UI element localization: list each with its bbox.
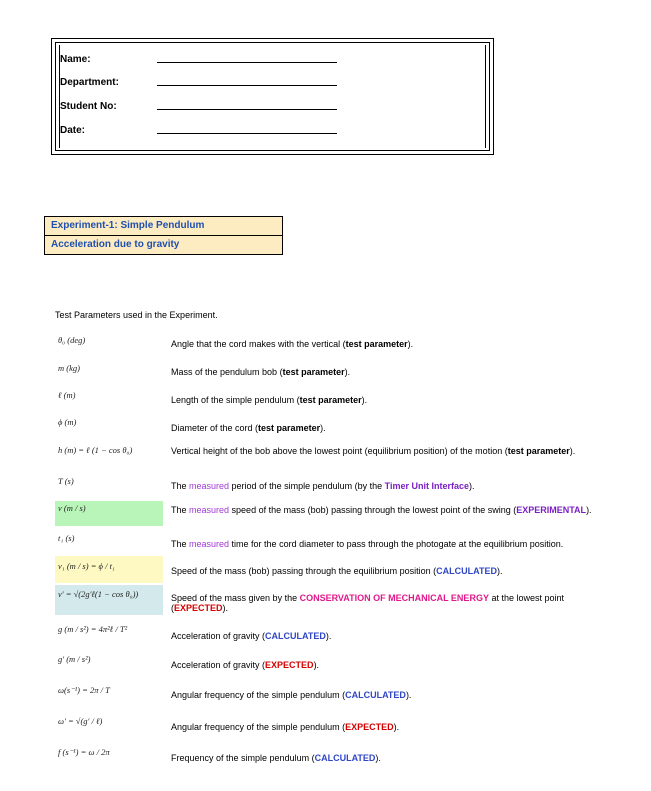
param-symbol: f (s⁻¹) = ω / 2π <box>58 747 110 757</box>
param-symbol: ω(s⁻¹) = 2π / T <box>58 685 110 695</box>
experiment-subtitle: Acceleration due to gravity <box>45 235 282 254</box>
param-description: Frequency of the simple pendulum (CALCULATED). <box>171 753 381 763</box>
param-symbol: v₁ (m / s) = ϕ / t₁ <box>55 556 163 583</box>
name-field[interactable] <box>157 62 337 63</box>
param-description: Acceleration of gravity (EXPECTED). <box>171 660 320 670</box>
param-symbol: θ₀ (deg) <box>58 335 86 345</box>
param-symbol: v' = √(2g'ℓ(1 − cos θ₀)) <box>55 585 163 615</box>
param-symbol: g (m / s²) = 4π²ℓ / T² <box>58 624 128 634</box>
intro-text: Test Parameters used in the Experiment. <box>55 310 218 320</box>
param-symbol: ℓ (m) <box>58 390 76 400</box>
param-symbol: t₁ (s) <box>58 533 75 543</box>
param-description: Speed of the mass given by the CONSERVATION OF MECHANICAL ENERGY at the lowest point (EXPECTED). <box>171 593 564 613</box>
student-no-field[interactable] <box>157 109 337 110</box>
experiment-title-box <box>44 216 283 255</box>
param-description: Acceleration of gravity (CALCULATED). <box>171 631 332 641</box>
student-info-box <box>51 38 494 155</box>
student-no-label: Student No: <box>60 101 117 112</box>
student-info-inner-border <box>55 42 490 151</box>
department-label: Department: <box>60 77 119 88</box>
param-symbol: ω' = √(g' / ℓ) <box>58 716 103 726</box>
param-symbol: h (m) = ℓ (1 − cos θ₀) <box>58 445 133 455</box>
param-symbol: ϕ (m) <box>58 417 77 427</box>
param-symbol: T (s) <box>58 476 74 486</box>
param-description: Speed of the mass (bob) passing through the equilibrium position (CALCULATED). <box>171 566 503 576</box>
experiment-title: Experiment-1: Simple Pendulum <box>45 217 282 235</box>
date-row <box>60 125 85 141</box>
param-description: The measured period of the simple pendulum (by the Timer Unit Interface). <box>171 481 475 491</box>
param-description: Angular frequency of the simple pendulum (EXPECTED). <box>171 722 400 732</box>
param-symbol: m (kg) <box>58 363 80 373</box>
param-symbol: g' (m / s²) <box>58 654 91 664</box>
right-rule <box>485 45 486 148</box>
name-label: Name: <box>60 54 91 65</box>
param-description: Angle that the cord makes with the vertical (test parameter). <box>171 339 414 349</box>
date-label: Date: <box>60 125 86 136</box>
name-row <box>60 54 91 70</box>
param-description: Vertical height of the bob above the lowest point (equilibrium position) of the motion (test parameter). <box>171 446 576 456</box>
param-description: Length of the simple pendulum (test parameter). <box>171 395 368 405</box>
param-symbol: v (m / s) <box>55 501 163 526</box>
date-field[interactable] <box>157 133 337 134</box>
param-description: Mass of the pendulum bob (test parameter). <box>171 367 351 377</box>
department-field[interactable] <box>157 85 337 86</box>
param-description: Diameter of the cord (test parameter). <box>171 423 326 433</box>
param-description: The measured speed of the mass (bob) passing through the lowest point of the swing (EXPERIMENTAL). <box>171 505 592 515</box>
student-no-row <box>60 101 117 117</box>
param-description: The measured time for the cord diameter to pass through the photogate at the equilibrium position. <box>171 539 564 549</box>
param-description: Angular frequency of the simple pendulum (CALCULATED). <box>171 690 412 700</box>
department-row <box>60 77 119 93</box>
